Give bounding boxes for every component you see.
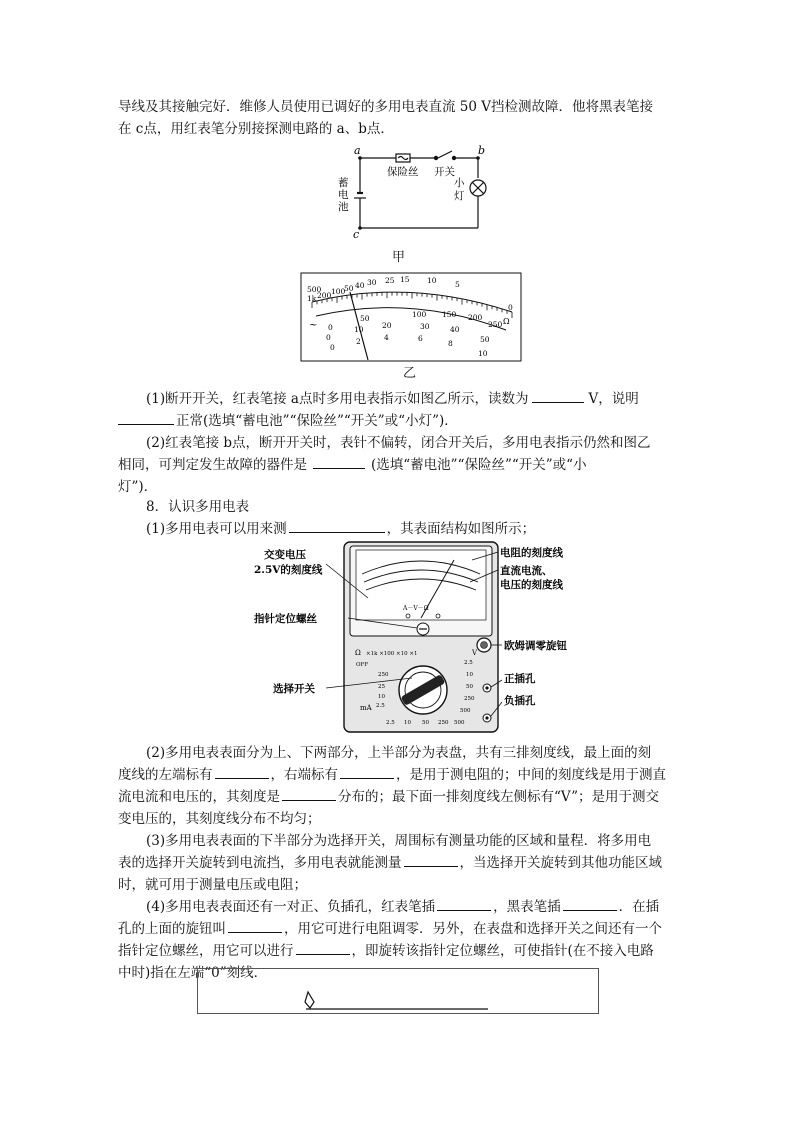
answer-blank[interactable]: [282, 786, 336, 801]
label-battery-3: 池: [338, 201, 349, 213]
label-ac-2: 2.5V的刻度线: [254, 564, 323, 576]
label-lamp-2: 灯: [454, 190, 465, 202]
row1-tick-100: 100: [412, 310, 427, 319]
dial-ma: mA: [360, 704, 372, 712]
row2-tick-40: 40: [450, 325, 460, 334]
row2-tick-50: 50: [480, 335, 490, 344]
q8-part2-line1: (2)多用电表表面分为上、下两部分，上半部分为表盘，共有三排刻度线，最上面的刻: [146, 745, 652, 761]
label-a: a: [354, 144, 361, 157]
ohm-tick-40: 40: [355, 281, 365, 290]
range-bottom-2.5: 2.5: [386, 720, 395, 726]
ohm-tick-10: 10: [427, 276, 437, 285]
caption-jia: 甲: [392, 250, 406, 265]
label-battery-2: 电: [338, 189, 349, 201]
q8-part2-line2: 度线的左端标有 ，右端标有 ，是用于测电阻的；中间的刻度线是用于测直: [118, 764, 678, 786]
caption-yi: 乙: [403, 366, 417, 381]
row3-tick-8: 8: [448, 339, 453, 348]
row3-tick-0: 0: [330, 343, 335, 352]
dial-top-ranges: ×1k ×100 ×10 ×1: [366, 651, 418, 657]
answer-blank[interactable]: [340, 764, 394, 779]
range-right-50: 50: [466, 684, 473, 690]
range-bottom-50: 50: [422, 720, 429, 726]
ohm-tick-500: 500: [307, 285, 322, 294]
label-switch: 开关: [434, 166, 455, 178]
row1-tick-250: 250: [488, 320, 503, 329]
label-battery-1: 蓄: [338, 177, 349, 189]
label-ohm-zero: 欧姆调零旋钮: [504, 640, 567, 652]
dial-center-label: A－V－Ω: [403, 605, 429, 612]
answer-blank[interactable]: [215, 764, 269, 779]
label-positive-jack: 正插孔: [504, 673, 536, 685]
label-c: c: [353, 228, 360, 241]
ohm-unit: Ω: [503, 317, 510, 326]
range-bottom-10: 10: [404, 720, 411, 726]
row1-tick-150: 150: [442, 310, 457, 319]
range-left-10: 10: [378, 694, 385, 700]
circuit-diagram: [330, 142, 500, 242]
answer-blank[interactable]: [313, 454, 365, 469]
range-left-25: 25: [378, 684, 385, 690]
row2-tick-10: 10: [354, 325, 364, 334]
q8-part3-line2: 表的选择开关旋转到电流挡，多用电表就能测量 ，当选择开关旋转到其他功能区域: [118, 852, 678, 874]
ohm-tick-50: 50: [344, 284, 354, 293]
ohm-tick-5: 5: [455, 280, 460, 289]
label-ohm-scale: 电阻的刻度线: [500, 547, 563, 559]
range-right-500: 500: [460, 708, 471, 714]
label-negative-jack: 负插孔: [504, 695, 536, 707]
row3-tick-2: 2: [356, 337, 361, 346]
ohm-tick-30: 30: [367, 278, 377, 287]
pencil-icon: [302, 988, 492, 1012]
answer-blank[interactable]: [404, 852, 458, 867]
meter-scale-figure: [300, 272, 522, 364]
dial-v-top: V: [472, 649, 478, 657]
answer-blank[interactable]: [532, 388, 584, 403]
answer-blank[interactable]: [296, 940, 350, 955]
label-ac-1: 交变电压: [264, 549, 306, 561]
dial-omega: Ω: [355, 649, 361, 657]
q8-part2-line3: 流电流和电压的，其刻度是 分布的；最下面一排刻度线左侧标有“V”；是用于测交: [118, 786, 678, 808]
q7-part2-line3: 灯”)．: [118, 479, 158, 495]
answer-blank[interactable]: [437, 896, 491, 911]
q8-part3-line3: 时，就可用于测量电压或电阻；: [118, 877, 307, 893]
label-fuse: 保险丝: [387, 166, 419, 178]
range-left-250: 250: [378, 672, 389, 678]
ohm-tick-15: 15: [400, 275, 410, 284]
q7-part1-line2: 正常(选填“蓄电池”“保险丝”“开关”或“小灯”)．: [118, 410, 678, 432]
row2-tick-20: 20: [382, 321, 392, 330]
ohm-tick-25: 25: [385, 276, 395, 285]
row2-tick-0: 0: [326, 333, 331, 342]
range-bottom-500: 500: [454, 720, 465, 726]
q7-part2-line2: 相同，可判定发生故障的器件是 (选填“蓄电池”“保险丝”“开关”或“小: [118, 454, 678, 476]
q8-part3-line1: (3)多用电表表面的下半部分为选择开关，周围标有测量功能的区域和量程．将多用电: [146, 833, 652, 849]
label-dc-1: 直流电流、: [500, 565, 553, 577]
range-bottom-250: 250: [438, 720, 449, 726]
q7-part1-line1: (1)断开开关，红表笔接 a点时多用电表指示如图乙所示，读数为 V，说明: [118, 388, 678, 410]
answer-blank[interactable]: [563, 896, 617, 911]
row2-tick-30: 30: [420, 322, 430, 331]
ohm-tick-1k: 1k: [307, 294, 317, 303]
range-right-2.5: 2.5: [464, 660, 473, 666]
q8-part2-line4: 变电压的，其刻度线分布不均匀；: [118, 811, 321, 827]
row3-tick-4: 4: [384, 333, 389, 342]
label-selector: 选择开关: [273, 683, 315, 695]
answer-blank[interactable]: [228, 918, 282, 933]
row1-tick-200: 200: [468, 313, 483, 322]
q8-part4-line3: 指针定位螺丝，用它可以进行 ，即旋转该指针定位螺丝，可使指针(在不接入电路: [118, 940, 678, 962]
q7-part2-line1: (2)红表笔接 b点，断开开关时，表针不偏转，闭合开关后，多用电表指示仍然和图乙: [146, 435, 651, 451]
ohm-tick-200: 200: [317, 291, 332, 300]
q8-title: 8．认识多用电表: [146, 499, 250, 515]
range-right-10: 10: [466, 672, 473, 678]
label-lamp-1: 小: [454, 177, 465, 189]
label-dc-2: 电压的刻度线: [500, 579, 563, 591]
intro-line-2: 在 c点，用红表笔分别接探测电路的 a、b点．: [118, 121, 394, 137]
range-left-2.5: 2.5: [376, 703, 385, 709]
q8-part4-line1: (4)多用电表表面还有一对正、负插孔，红表笔插 ，黑表笔插 ．在插: [118, 896, 678, 918]
intro-line-1: 导线及其接触完好．维修人员使用已调好的多用电表直流 50 V挡检测故障．他将黑表笔接: [118, 99, 654, 115]
ohm-tick-0: 0: [508, 303, 513, 312]
answer-blank[interactable]: [118, 410, 174, 425]
multimeter-figure: [240, 538, 580, 738]
row3-tick-6: 6: [418, 334, 423, 343]
q8-part4-line4: 中时)指在左端“0”刻线．: [118, 965, 268, 981]
row1-tick-0: 0: [328, 323, 333, 332]
q8-part4-line2: 孔的上面的旋钮叫 ，用它可进行电阻调零．另外，在表盘和选择开关之间还有一个: [118, 918, 678, 940]
label-b: b: [478, 144, 486, 157]
ac-symbol: ~: [309, 320, 318, 331]
row3-tick-10: 10: [478, 349, 488, 358]
dial-off: OFF: [356, 662, 369, 668]
q8-part1: (1)多用电表可以用来测 ，其表面结构如图所示；: [118, 518, 678, 540]
switch-symbol: [438, 151, 452, 158]
ohm-tick-100: 100: [331, 287, 346, 296]
range-right-250: 250: [464, 696, 475, 702]
label-pointer-screw: 指针定位螺丝: [254, 613, 317, 625]
answer-blank[interactable]: [289, 518, 385, 533]
row1-tick-50: 50: [360, 314, 370, 323]
